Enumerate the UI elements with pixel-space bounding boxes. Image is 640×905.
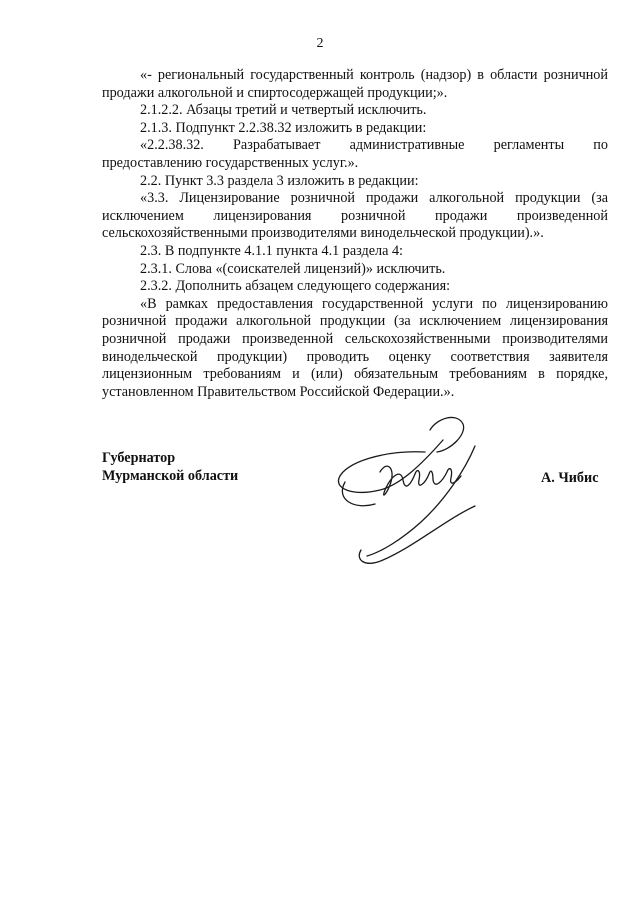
document-body xyxy=(102,67,608,401)
signatory-name: А. Чибис xyxy=(541,470,599,486)
paragraph: 2.2. Пункт 3.3 раздела 3 изложить в редакции: xyxy=(140,172,419,189)
paragraph: 2.3. В подпункте 4.1.1 пункта 4.1 раздела 4: xyxy=(140,242,403,259)
paragraph: «3.3. Лицензирование розничной продажи алкогольной продукции (за исключением лицензирования розничной продажи произведенной сельскохозяйственными производителями винодельческой продукции).». xyxy=(102,190,608,242)
paragraph: «- региональный государственный контроль (надзор) в области розничной продажи алкогольной и спиртосодержащей продукции;». xyxy=(102,67,608,101)
signatory-position: Губернатор xyxy=(102,450,176,466)
handwritten-signature xyxy=(325,410,525,580)
paragraph: «2.2.38.32. Разрабатывает административные регламенты по предоставлению государственных услуг.». xyxy=(102,137,608,171)
paragraph: «В рамках предоставления государственной услуги по лицензированию розничной продажи алкогольной продукции (за исключением лицензирования розничной продажи произведенной сельскохозяйственными производителями винодельческой продукции) проводить оценку соответствия заявителя лицензионным требованиям и (или) обязательным требованиям в порядке, установленном Правительством Российской Федерации.». xyxy=(102,295,608,400)
signatory-region: Мурманской области xyxy=(102,467,239,484)
paragraph: 2.3.1. Слова «(соискателей лицензий)» исключить. xyxy=(140,260,446,277)
page-number: 2 xyxy=(316,36,324,51)
paragraph: 2.1.3. Подпункт 2.2.38.32 изложить в редакции: xyxy=(140,119,427,136)
paragraph: 2.1.2.2. Абзацы третий и четвертый исключить. xyxy=(140,102,427,119)
signatory-title xyxy=(102,450,238,485)
paragraph: 2.3.2. Дополнить абзацем следующего содержания: xyxy=(140,278,451,295)
